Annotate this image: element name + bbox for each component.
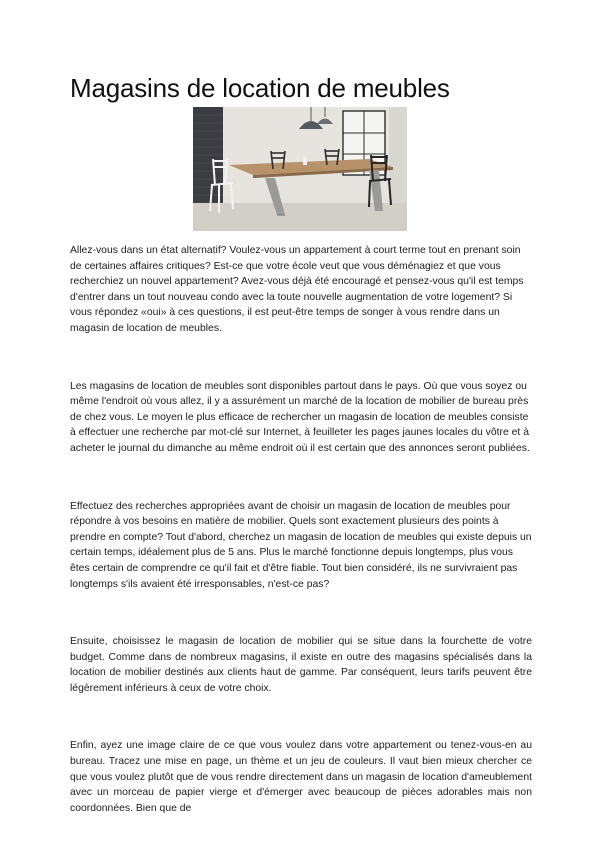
- paragraph-availability: Les magasins de location de meubles sont disponibles partout dans le pays. Où que vous soyez ou même l'endroit où vous allez, il y a assurément un marché de la location de mobilier de bureau près de chez vous. Le moyen le plus efficace de rechercher un magasin de location de meubles consiste à effectuer une recherche par mot-clé sur Internet, à feuilleter les pages jaunes locales du vôtre et à acheter le journal du dimanche au même endroit où il est certain que des annonces seront publiées.: [70, 380, 530, 454]
- paragraph-intro: Allez-vous dans un état alternatif? Voulez-vous un appartement à court terme tout en prenant soin de certaines affaires critiques? Est-ce que votre école veut que vous déménagiez et que vous recherchiez un nouvel appartement? Avez-vous déjà été encouragé et pensez-vous qu'il est temps d'entrer dans un tout nouveau condo avec la toute nouvelle augmentation de votre logement? Si vous répondez «oui» à ces questions, il est peut-être temps de songer à vous rendre dans un magasin de location de meubles.: [70, 245, 524, 334]
- page-title: Magasins de location de meubles: [70, 73, 450, 103]
- article-body: [70, 243, 532, 858]
- paragraph-planning: Enfin, ayez une image claire de ce que vous voulez dans votre appartement ou tenez-vous-en au bureau. Tracez une mise en page, un thème et un jeu de couleurs. Il vaut bien mieux chercher ce que vous voulez plutôt que de vous rendre directement dans un magasin de location d'ameublement avec un morceau de papier vierge et d'émerger avec beaucoup de pièces adorables mais non coordonnées. Bien que de: [70, 740, 532, 814]
- paragraph-research: Effectuez des recherches appropriées avant de choisir un magasin de location de meubles pour répondre à vos besoins en matière de mobilier. Quels sont exactement plusieurs des points à prendre en compte? Tout d'abord, cherchez un magasin de location de meubles qui existe depuis un certain temps, idéalement plus de 5 ans. Plus le marché fonctionne depuis longtemps, plus vous êtes certain de comprendre ce qu'il fait et d'être fiable. Tout bien considéré, ils ne survivraient pas longtemps s'ils avaient été irresponsables, n'est-ce pas?: [70, 500, 532, 590]
- dining-room-photo: [193, 107, 407, 231]
- paragraph-budget: Ensuite, choisissez le magasin de location de mobilier qui se situe dans la fourchette de votre budget. Comme dans de nombreux magasins, il existe en outre des magasins spécialisés dans la location de mobilier destinés aux clients haut de gamme. Par conséquent, leurs tarifs peuvent être légèrement inférieurs à ceux de votre choix.: [70, 636, 532, 694]
